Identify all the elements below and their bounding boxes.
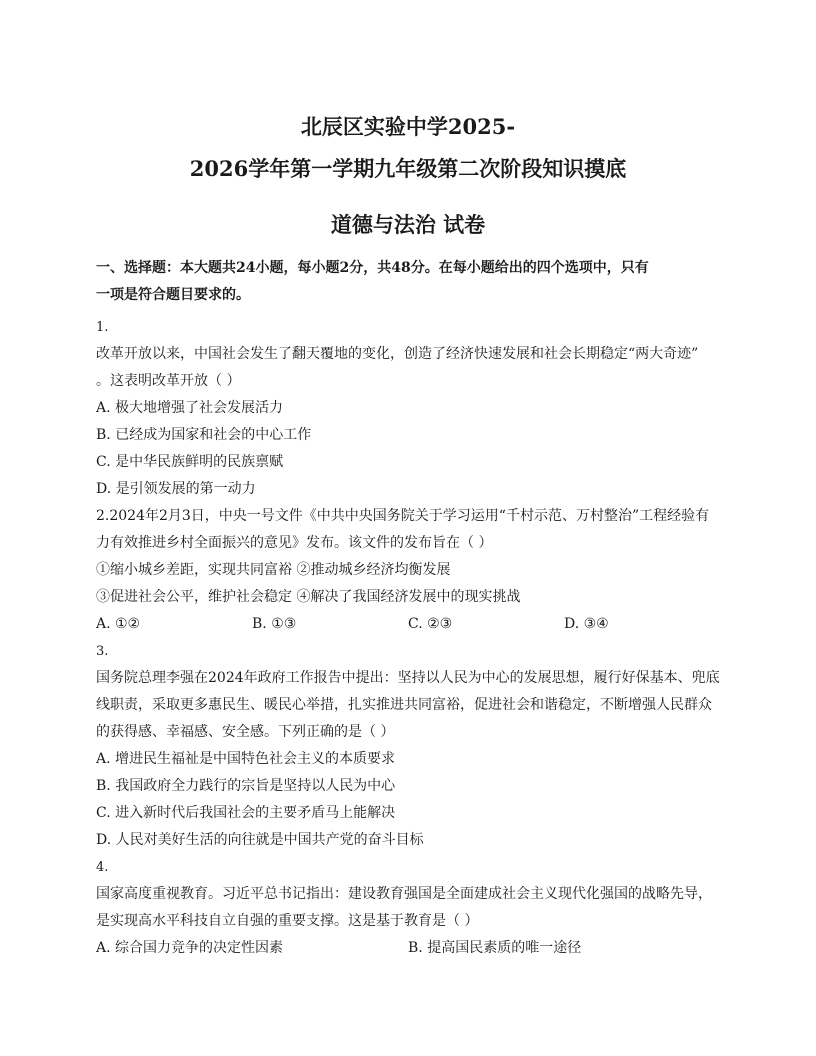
question-1-option-c[interactable]: C. 是中华民族鲜明的民族禀赋	[96, 454, 284, 470]
question-3-option-a[interactable]: A. 增进民生福祉是中国特色社会主义的本质要求	[96, 751, 396, 767]
question-2-stem-line1: 2.2024年2月3日，中央一号文件《中共中央国务院关于学习运用“千村示范、万村整治”工程经验有	[96, 508, 710, 524]
exam-subject-title: 道德与法治 试卷	[330, 212, 486, 237]
question-1-option-d[interactable]: D. 是引领发展的第一动力	[96, 481, 256, 497]
question-4-stem-line1: 国家高度重视教育。习近平总书记指出：建设教育强国是全面建成社会主义现代化强国的战略先导，	[96, 886, 712, 902]
question-3-stem-line1: 国务院总理李强在2024年政府工作报告中提出：坚持以人民为中心的发展思想，履行好保基本、兜底	[96, 670, 720, 686]
section-instructions-line1: 一、选择题：本大题共24小题，每小题2分，共48分。在每小题给出的四个选项中，只有	[96, 260, 649, 276]
section-instructions-line2: 一项是符合题目要求的。	[96, 287, 250, 303]
question-4-stem-line2: 是实现高水平科技自立自强的重要支撑。这是基于教育是（ ）	[96, 913, 479, 929]
question-2-option-d[interactable]: D. ③④	[564, 616, 609, 632]
question-4-number: 4.	[96, 860, 109, 875]
exam-title-line1: 北辰区实验中学2025-	[300, 114, 516, 139]
question-3-number: 3.	[96, 644, 109, 659]
exam-title-line2: 2026学年第一学期九年级第二次阶段知识摸底	[189, 156, 627, 181]
question-list	[96, 314, 726, 962]
question-4-option-b[interactable]: B. 提高国民素质的唯一途径	[408, 940, 582, 956]
question-3-stem-line2: 线职责，采取更多惠民生、暖民心举措，扎实推进共同富裕，促进社会和谐稳定，不断增强人民群众	[96, 697, 712, 713]
question-2-option-b[interactable]: B. ①③	[252, 616, 297, 632]
question-4-options	[96, 935, 726, 962]
question-2-option-a[interactable]: A. ①②	[96, 616, 141, 632]
question-1-number: 1.	[96, 320, 109, 335]
question-2-stem-line4: ③促进社会公平，维护社会稳定 ④解决了我国经济发展中的现实挑战	[96, 589, 521, 605]
question-2-stem-line2: 力有效推进乡村全面振兴的意见》发布。该文件的发布旨在（ ）	[96, 535, 493, 551]
question-2-option-c[interactable]: C. ②③	[408, 616, 453, 632]
question-3-stem-line3: 的获得感、幸福感、安全感。下列正确的是（ ）	[96, 724, 395, 740]
question-3-option-d[interactable]: D. 人民对美好生活的向往就是中国共产党的奋斗目标	[96, 832, 424, 848]
question-3-option-b[interactable]: B. 我国政府全力践行的宗旨是坚持以人民为中心	[96, 778, 396, 794]
question-1-stem-line1: 改革开放以来，中国社会发生了翻天覆地的变化，创造了经济快速发展和社会长期稳定“两大奇迹”	[96, 346, 699, 362]
question-1-option-b[interactable]: B. 已经成为国家和社会的中心工作	[96, 427, 312, 443]
question-4-option-a[interactable]: A. 综合国力竞争的决定性因素	[96, 940, 284, 956]
question-3-option-c[interactable]: C. 进入新时代后我国社会的主要矛盾马上能解决	[96, 805, 396, 821]
question-2-options	[96, 611, 726, 638]
question-1-option-a[interactable]: A. 极大地增强了社会发展活力	[96, 400, 284, 416]
question-2-stem-line3: ①缩小城乡差距，实现共同富裕 ②推动城乡经济均衡发展	[96, 562, 451, 578]
question-1-stem-line2: 。这表明改革开放（ ）	[96, 373, 241, 389]
section-instructions	[96, 255, 726, 309]
